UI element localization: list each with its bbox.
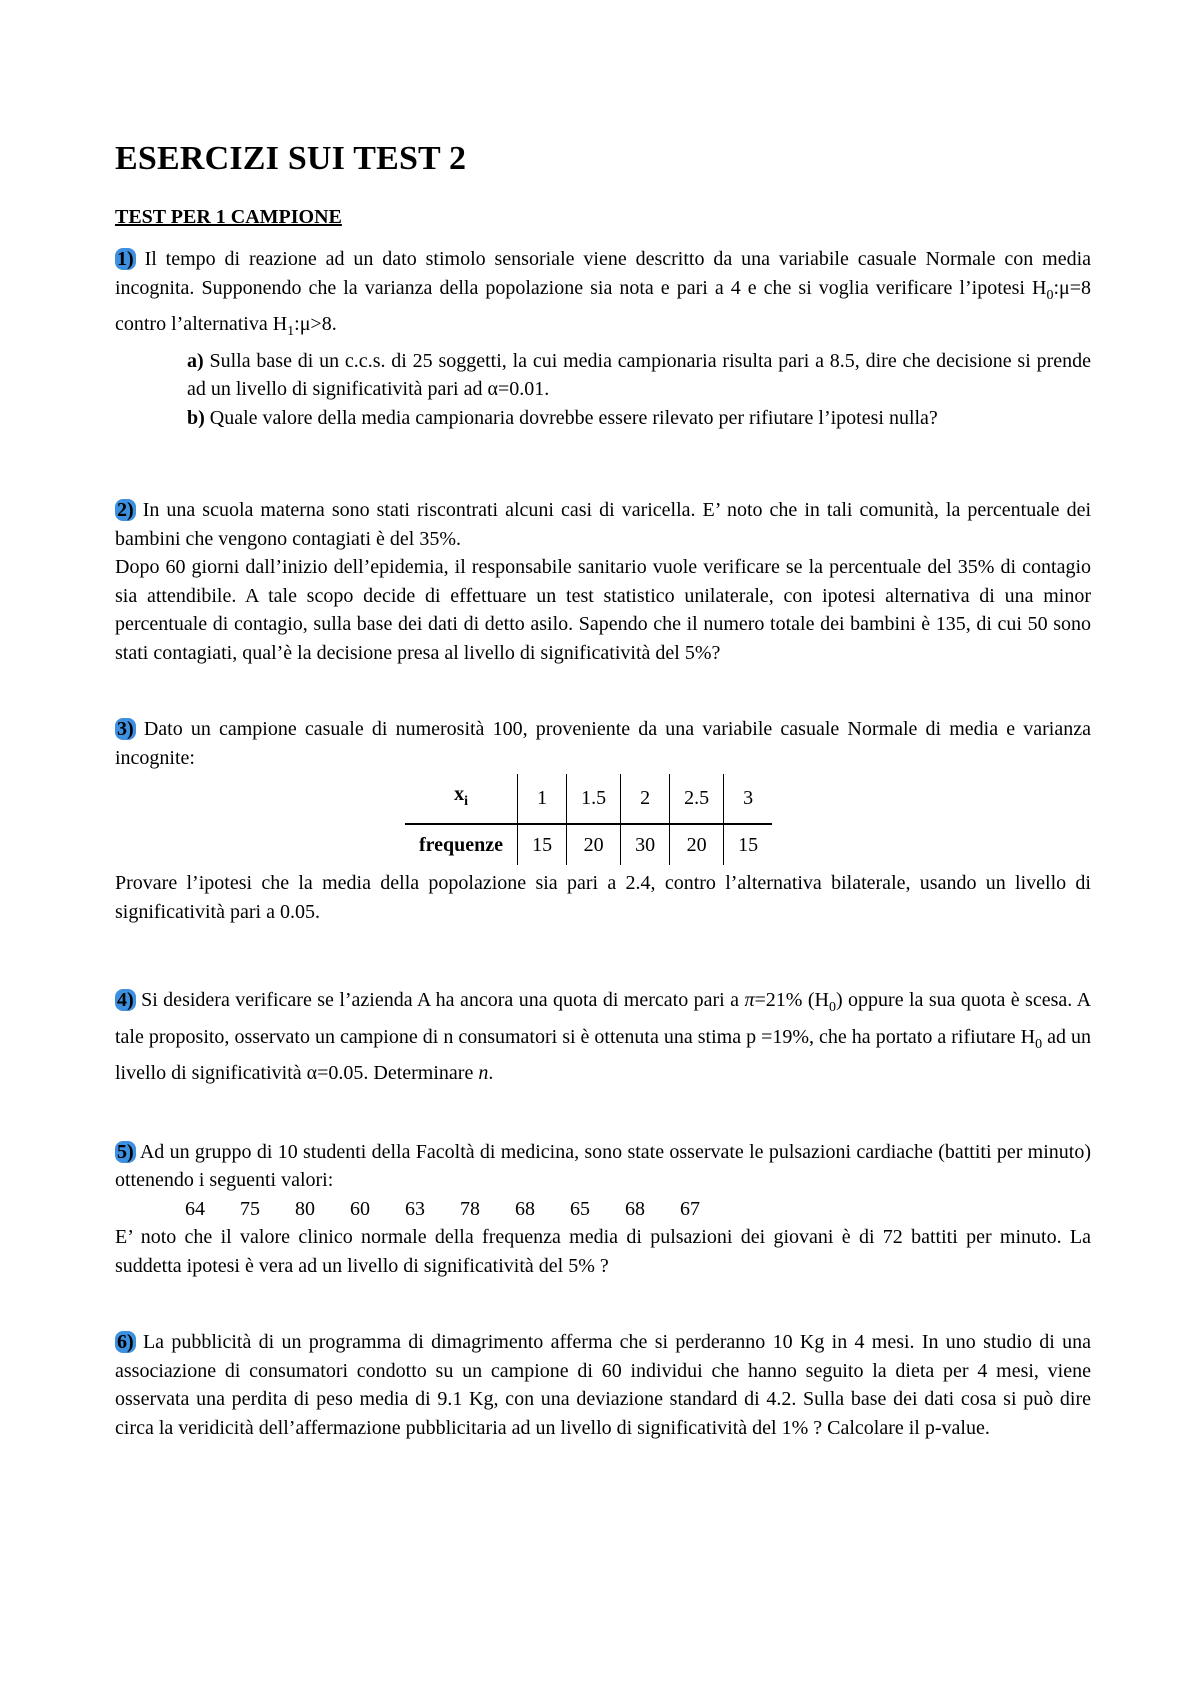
exercise-text: ad un livello di significatività α=0.05. Determinare [115,1025,1091,1084]
frequency-table [405,774,772,865]
exercise-text: Provare l’ipotesi che la media della popolazione sia pari a 2.4, contro l’alternativa bilaterale, usando un livello di significatività pari a 0.05. [115,872,1091,923]
value-item: 75 [240,1197,260,1220]
table-cell: 2.5 [670,774,724,824]
value-item: 63 [405,1197,425,1220]
exercise-part-a [115,347,1091,404]
part-text: Sulla base di un c.c.s. di 25 soggetti, la cui media campionaria risulta pari a 8.5, dire che decisione si prende ad un livello di significatività pari ad α=0.01. [187,349,1091,400]
value-item: 78 [460,1197,480,1220]
exercise-5 [115,1138,1091,1281]
exercise-text: :μ>8. [294,313,337,335]
table-cell: 1.5 [567,774,621,824]
exercise-text: Dato un campione casuale di numerosità 100, proveniente da una variabile casuale Normale di media e varianza incognite: [115,718,1091,769]
part-text: Quale valore della media campionaria dovrebbe essere rilevato per rifiutare l’ipotesi nulla? [204,406,938,429]
exercise-number-highlight: 5) [117,1140,134,1163]
subscript: 1 [287,324,295,339]
value-item: 65 [570,1197,590,1220]
table-row [405,774,772,824]
exercise-text: Si desidera verificare se l’azienda A ha ancora una quota di mercato pari a [135,989,745,1011]
table-header-cell: $x_i$ [405,774,518,824]
exercise-number-highlight: 3) [117,718,134,740]
pulse-values-list [115,1195,1091,1224]
table-row [405,824,772,866]
exercise-number-highlight: 1) [117,248,134,270]
exercise-text: . [488,1062,494,1084]
value-item: 60 [350,1197,370,1220]
table-cell: 1 [518,774,567,824]
exercise-text: E’ noto che il valore clinico normale della frequenza media di pulsazioni dei giovani è di 72 battiti per minuto. La suddetta ipotesi è vera ad un livello di significatività del 5% ? [115,1226,1091,1277]
exercise-text: :μ=8 contro l’alternativa H [115,276,1091,335]
table-cell: 20 [670,824,724,866]
document-content [115,140,1091,1442]
table-cell: 20 [567,824,621,866]
exercise-1 [115,245,1091,432]
subscript: 0 [1046,287,1054,303]
value-item: 64 [185,1197,205,1220]
table-header-cell: frequenze [419,833,504,856]
table-cell: 15 [724,824,773,866]
section-heading: TEST PER 1 CAMPIONE [115,206,342,228]
exercise-number-highlight: 2) [117,499,134,521]
exercise-text: Ad un gruppo di 10 studenti della Facoltà di medicina, sono state osservate le pulsazioni cardiache (battiti per minuto) ottenendo i seguenti valori: [115,1140,1091,1191]
exercise-2 [115,496,1091,667]
exercise-6 [115,1328,1091,1442]
value-item: 80 [295,1197,315,1220]
exercise-text: ) oppure la sua quota è scesa. A tale proposito, osservato un campione di n consumatori si è ottenuta una stima p =19%, che ha portato a rifiutare H [115,989,1092,1048]
exercise-part-b [115,404,1091,433]
value-item: 68 [515,1197,535,1220]
exercise-text: In una scuola materna sono stati riscontrati alcuni casi di varicella. E’ noto che in tali comunità, la percentuale dei bambini che vengono contagiati è del 35%. [115,499,1091,550]
value-item: 68 [625,1197,645,1220]
table-cell: 3 [724,774,773,824]
table-cell: 15 [518,824,567,866]
page-title: ESERCIZI SUI TEST 2 [115,140,467,177]
n-symbol: n [478,1062,489,1084]
exercise-number-highlight: 6) [117,1331,134,1353]
part-label: a) [187,349,204,372]
table-cell: 2 [621,774,670,824]
exercise-text: Dopo 60 giorni dall’inizio dell’epidemia, il responsabile sanitario vuole verificare se la percentuale del 35% di contagio sia attendibile. A tale scopo decide di effettuare un test statistico unilaterale, con ipotesi alternativa di una minor percentuale di contagio, sulla base dei dati di detto asilo. Sapendo che il numero totale dei bambini è 135, di cui 50 sono stati contagiati, qual’è la decisione presa al livello di significatività del 5%? [115,556,1091,664]
exercise-number-highlight: 4) [117,989,134,1011]
exercise-3 [115,715,1091,926]
pi-symbol: π [744,989,755,1011]
exercise-text: =21% (H [754,989,829,1011]
value-item: 67 [680,1197,700,1220]
subscript: 0 [1035,1036,1043,1052]
part-label: b) [187,406,205,429]
subscript: 0 [828,1000,836,1015]
exercise-text: Il tempo di reazione ad un dato stimolo sensoriale viene descritto da una variabile casuale Normale con media incognita. Supponendo che la varianza della popolazione sia nota e pari a 4 e che si voglia verificare l’ipotesi H [115,248,1091,299]
exercise-text: La pubblicità di un programma di dimagrimento afferma che si perderanno 10 Kg in 4 mesi. In uno studio di una associazione di consumatori condotto su un campione di 60 individui che hanno seguito la dieta per 4 mesi, viene osservata una perdita di peso media di 9.1 Kg, con una deviazione standard di 4.2. Sulla base dei dati cosa si può dire circa la veridicità dell’affermazione pubblicitaria ad un livello di significatività del 1% ? Calcolare il p-value. [115,1331,1091,1439]
exercise-4 [115,986,1091,1088]
table-cell: 30 [621,824,670,866]
